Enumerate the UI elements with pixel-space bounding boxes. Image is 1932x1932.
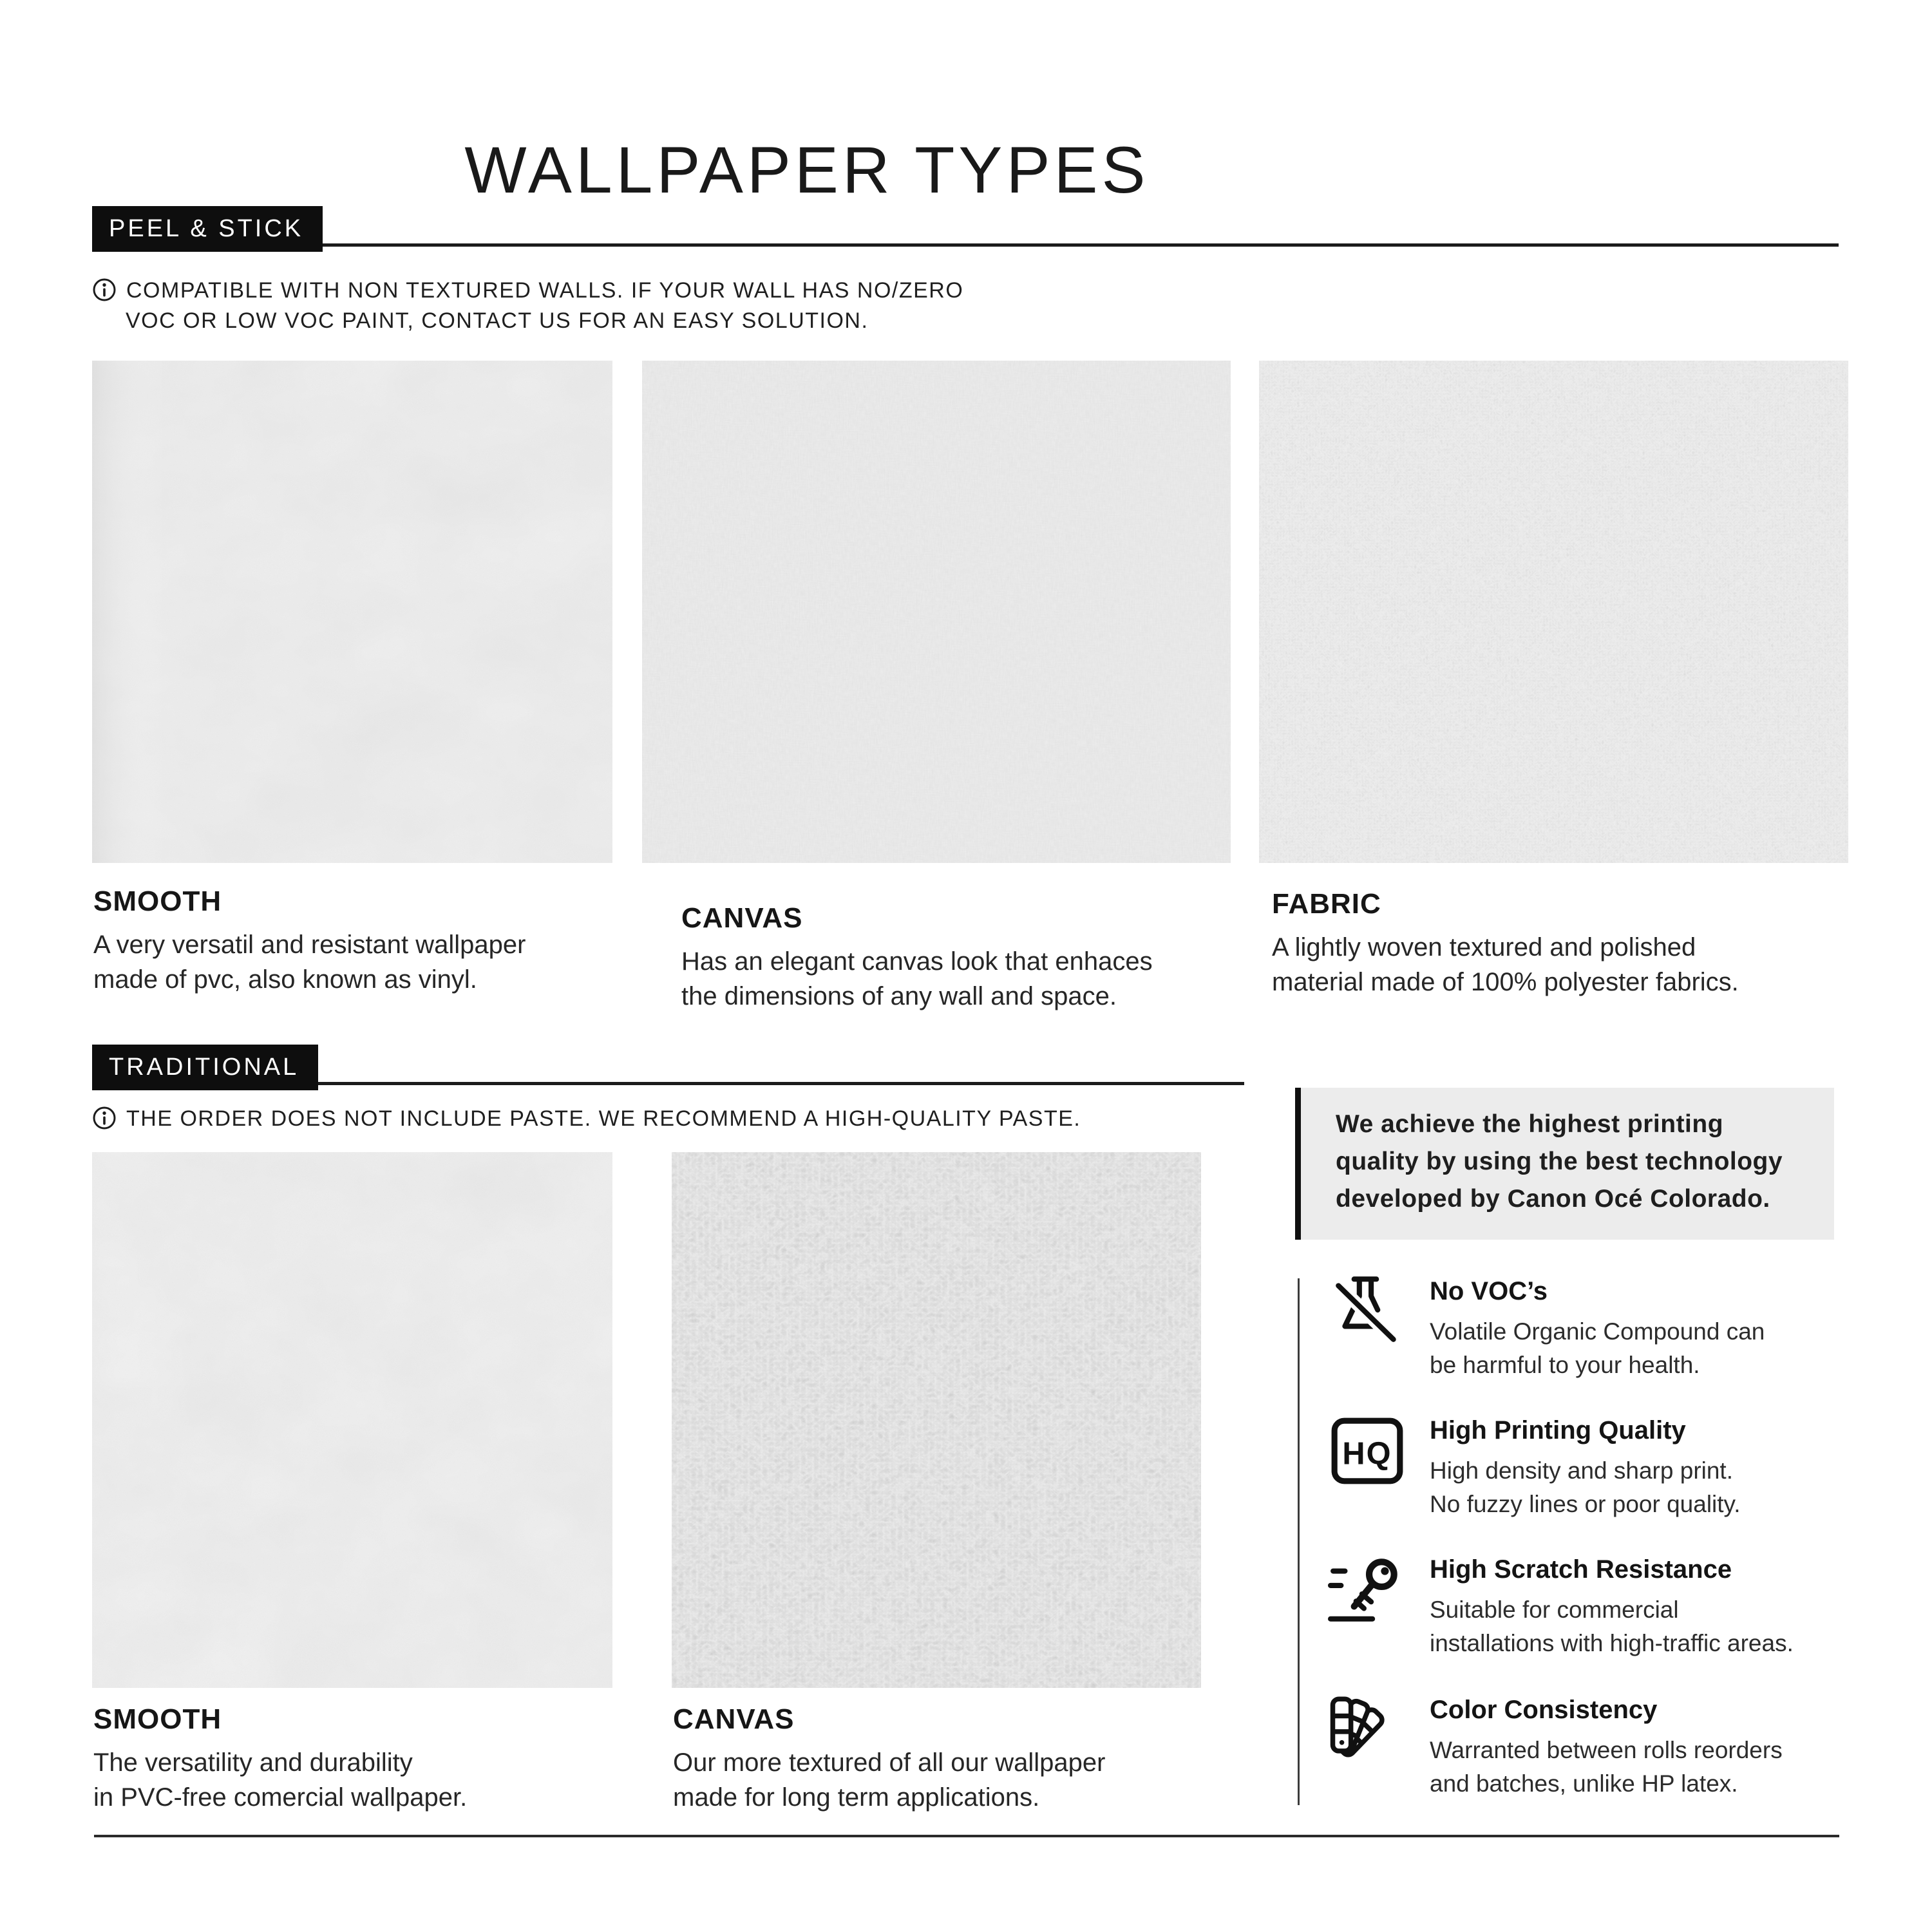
card-peel-fabric <box>1272 886 1739 999</box>
card-title: FABRIC <box>1272 888 1381 920</box>
card-traditional-canvas <box>673 1701 1105 1815</box>
feature-description: Suitable for commercial installations with high-traffic areas. <box>1430 1596 1794 1656</box>
card-description: The versatility and durability in PVC-free comercial wallpaper. <box>93 1748 468 1812</box>
card-title: CANVAS <box>681 902 803 934</box>
hq-badge-text: HQ <box>1342 1436 1392 1472</box>
swatch-traditional-canvas <box>672 1152 1201 1688</box>
card-title: SMOOTH <box>93 1703 222 1735</box>
note-line: COMPATIBLE WITH NON TEXTURED WALLS. IF YOUR WALL HAS NO/ZERO <box>126 278 964 303</box>
feature-high-printing-quality <box>1430 1414 1868 1521</box>
feature-no-voc <box>1430 1275 1868 1382</box>
feature-title: Color Consistency <box>1430 1696 1658 1724</box>
bottom-rule <box>94 1835 1839 1837</box>
peel-stick-note <box>92 276 963 336</box>
printing-quality-callout <box>1301 1088 1834 1240</box>
card-description: A very versatil and resistant wallpaper made of pvc, also known as vinyl. <box>93 931 526 994</box>
card-peel-smooth <box>93 884 526 997</box>
hq-badge-icon <box>1328 1412 1406 1490</box>
card-title: CANVAS <box>673 1703 795 1735</box>
card-traditional-smooth <box>93 1701 467 1815</box>
card-title: SMOOTH <box>93 886 222 917</box>
feature-title: No VOC’s <box>1430 1277 1548 1305</box>
feature-description: Volatile Organic Compound can be harmful to your health. <box>1430 1318 1765 1378</box>
feature-high-scratch-resistance <box>1430 1553 1868 1660</box>
callout-accent-bar <box>1295 1088 1301 1240</box>
no-voc-flask-icon <box>1328 1270 1406 1349</box>
swatch-peel-smooth <box>92 361 612 863</box>
page-title: WALLPAPER TYPES <box>464 133 1150 207</box>
card-peel-canvas <box>681 900 1153 1014</box>
callout-text: We achieve the highest printing quality by using the best technology developed by Canon Océ Colorado. <box>1336 1110 1783 1213</box>
section-label-peel-stick: PEEL & STICK <box>92 206 323 252</box>
swatch-peel-fabric <box>1259 361 1848 863</box>
note-line: VOC OR LOW VOC PAINT, CONTACT US FOR AN EASY SOLUTION. <box>126 308 869 333</box>
info-icon <box>92 278 117 302</box>
feature-description: Warranted between rolls reorders and batches, unlike HP latex. <box>1430 1737 1783 1797</box>
info-icon <box>92 1106 117 1130</box>
swatch-traditional-smooth <box>92 1152 612 1688</box>
traditional-note <box>92 1104 1081 1134</box>
feature-color-consistency <box>1430 1694 1868 1801</box>
feature-title: High Scratch Resistance <box>1430 1555 1732 1584</box>
card-description: Our more textured of all our wallpaper made for long term applications. <box>673 1748 1106 1812</box>
feature-description: High density and sharp print. No fuzzy lines or poor quality. <box>1430 1457 1741 1517</box>
section-rule-peel-stick <box>92 243 1839 247</box>
features-divider-line <box>1298 1278 1300 1805</box>
card-description: Has an elegant canvas look that enhaces the dimensions of any wall and space. <box>681 947 1153 1010</box>
color-swatches-icon <box>1328 1691 1406 1770</box>
card-description: A lightly woven textured and polished material made of 100% polyester fabrics. <box>1272 933 1739 996</box>
feature-title: High Printing Quality <box>1430 1416 1686 1444</box>
key-scratch-icon <box>1328 1549 1406 1628</box>
swatch-peel-canvas <box>642 361 1231 863</box>
section-label-traditional: TRADITIONAL <box>92 1045 318 1090</box>
note-line: THE ORDER DOES NOT INCLUDE PASTE. WE RECOMMEND A HIGH-QUALITY PASTE. <box>126 1106 1081 1131</box>
